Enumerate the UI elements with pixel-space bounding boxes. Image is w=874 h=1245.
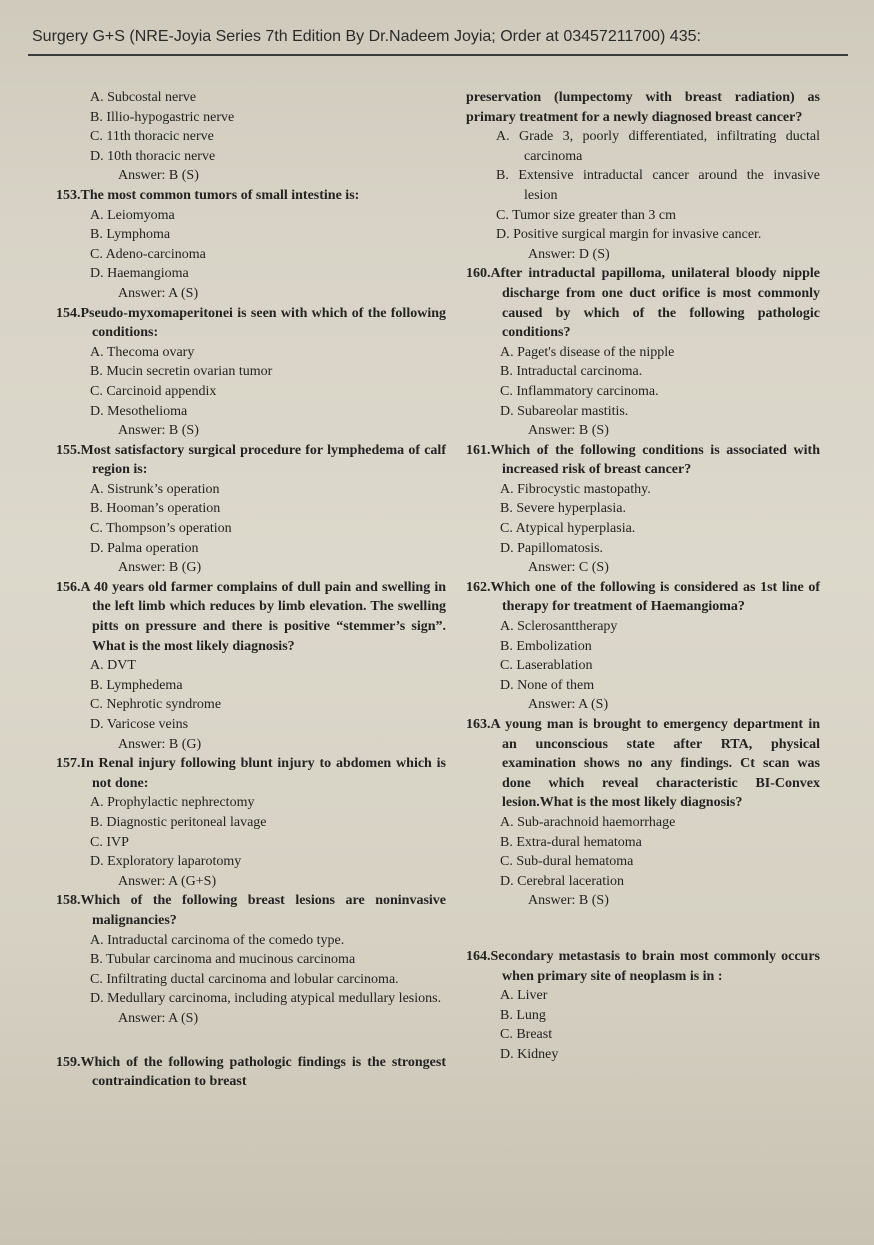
option: A. Leiomyoma — [90, 207, 175, 223]
option: D. Papillomatosis. — [500, 540, 604, 556]
question-text: 162.Which one of the following is considered as 1st line of therapy for treatment of Haemangioma? — [466, 579, 820, 615]
option: D. Subareolar mastitis. — [500, 403, 629, 419]
option: A. Prophylactic nephrectomy — [90, 795, 255, 811]
answer: Answer: B (S) — [118, 423, 199, 439]
option: C. 11th thoracic nerve — [90, 129, 214, 145]
question-159 — [56, 1053, 446, 1092]
answer: Answer: A (S) — [528, 697, 609, 713]
option: A. Thecoma ovary — [90, 344, 195, 360]
question-text: preservation (lumpectomy with breast radiation) as primary treatment for a newly diagnosed breast cancer? — [466, 90, 820, 125]
left-column — [56, 88, 446, 1092]
question-153 — [56, 186, 446, 304]
option: D. Cerebral laceration — [500, 873, 624, 889]
option: A. Fibrocystic mastopathy. — [500, 481, 651, 497]
option: C. Thompson’s operation — [90, 521, 232, 537]
answer: Answer: B (S) — [118, 168, 199, 184]
option: A. DVT — [90, 658, 136, 674]
question-text: 156.A 40 years old farmer complains of dull pain and swelling in the left limb which reduces by limb elevation. The swelling pitts on pressure and there is positive “stemmer’s sign”. What is the most likely diagnosis? — [56, 579, 446, 654]
question-text: 154.Pseudo-myxomaperitonei is seen with which of the following conditions: — [56, 305, 446, 341]
answer: Answer: B (S) — [528, 423, 609, 439]
question-text: 153.The most common tumors of small intestine is: — [56, 187, 360, 203]
option: A. Liver — [500, 988, 548, 1004]
question-159-cont — [466, 88, 820, 264]
option: B. Illio-hypogastric nerve — [90, 109, 235, 125]
question-162 — [466, 578, 820, 715]
option: C. IVP — [90, 834, 129, 850]
question-164 — [466, 947, 820, 1065]
option: D. Palma operation — [90, 540, 199, 556]
question-text: 157.In Renal injury following blunt injury to abdomen which is not done: — [56, 756, 446, 791]
option: C. Nephrotic syndrome — [90, 697, 222, 713]
option: A. Sub-arachnoid haemorrhage — [500, 814, 676, 830]
header-rule — [28, 54, 848, 56]
option: D. Varicose veins — [90, 717, 189, 732]
option: A. Sistrunk’s operation — [90, 481, 220, 497]
question-text: 160.After intraductal papilloma, unilateral bloody nipple discharge from one duct orifice is most commonly caused by which of the following pathologic conditions? — [466, 266, 820, 341]
option: C. Inflammatory carcinoma. — [500, 383, 659, 399]
option: B. Severe hyperplasia. — [500, 501, 626, 517]
question-154 — [56, 304, 446, 441]
answer: Answer: A (S) — [118, 285, 199, 301]
option: B. Extra-dural hematoma — [500, 834, 642, 850]
option: C. Adeno-carcinoma — [90, 246, 206, 262]
option: A. Grade 3, poorly differentiated, infiltrating ductal carcinoma — [496, 129, 820, 164]
option: A. Sclerosanttherapy — [500, 619, 618, 635]
option: D. Positive surgical margin for invasive cancer. — [496, 227, 762, 243]
answer: Answer: A (G+S) — [118, 873, 217, 889]
option: B. Lymphedema — [90, 677, 183, 693]
question-text: 159.Which of the following pathologic findings is the strongest contraindication to breast — [56, 1054, 446, 1090]
option: C. Atypical hyperplasia. — [500, 521, 636, 537]
option: D. None of them — [500, 677, 595, 693]
question-text: 161.Which of the following conditions is associated with increased risk of breast cancer? — [466, 442, 820, 478]
option: B. Lymphoma — [90, 227, 171, 243]
option: B. Tubular carcinoma and mucinous carcinoma — [90, 952, 356, 968]
option: B. Intraductal carcinoma. — [500, 364, 643, 380]
option: C. Laserablation — [500, 658, 593, 674]
option: D. Medullary carcinoma, including atypical medullary lesions. — [90, 991, 442, 1007]
option: A. Intraductal carcinoma of the comedo type. — [90, 932, 345, 948]
option: C. Infiltrating ductal carcinoma and lobular carcinoma. — [90, 971, 399, 987]
question-text: 163.A young man is brought to emergency department in an unconscious state after RTA, physical examination shows no any findings. Ct scan was done which reveal characteristic BI-Convex lesion.What is the most likely diagnosis? — [466, 717, 820, 811]
option: B. Extensive intraductal cancer around the invasive lesion — [496, 168, 820, 203]
option: B. Embolization — [500, 638, 592, 654]
question-text: 155.Most satisfactory surgical procedure for lymphedema of calf region is: — [56, 442, 446, 478]
question-text: 158.Which of the following breast lesions are noninvasive malignancies? — [56, 893, 446, 928]
page-header: Surgery G+S (NRE-Joyia Series 7th Edition By Dr.Nadeem Joyia; Order at 03457211700) 435: — [32, 28, 701, 45]
question-156 — [56, 578, 446, 754]
right-column — [466, 88, 820, 1065]
option: B. Diagnostic peritoneal lavage — [90, 814, 267, 830]
option: C. Breast — [500, 1027, 553, 1043]
option: C. Tumor size greater than 3 cm — [496, 207, 677, 223]
question-161 — [466, 441, 820, 578]
option: B. Hooman’s operation — [90, 501, 221, 517]
option: C. Carcinoid appendix — [90, 383, 217, 399]
answer: Answer: C (S) — [528, 560, 609, 576]
option: B. Mucin secretin ovarian tumor — [90, 364, 273, 380]
option: D. Exploratory laparotomy — [90, 854, 242, 870]
answer: Answer: D (S) — [528, 246, 610, 262]
answer: Answer: B (S) — [528, 893, 609, 909]
question-160 — [466, 264, 820, 440]
question-157 — [56, 754, 446, 891]
question-155 — [56, 441, 446, 578]
question-152-tail — [56, 88, 446, 186]
option: D. 10th thoracic nerve — [90, 148, 216, 164]
option: D. Haemangioma — [90, 266, 189, 282]
option: B. Lung — [500, 1007, 546, 1023]
answer: Answer: A (S) — [118, 1010, 199, 1026]
option: A. Paget's disease of the nipple — [500, 344, 675, 360]
option: A. Subcostal nerve — [90, 90, 197, 105]
option: C. Sub-dural hematoma — [500, 854, 634, 870]
answer: Answer: B (G) — [118, 736, 202, 752]
question-158 — [56, 891, 446, 1028]
question-163 — [466, 715, 820, 911]
answer: Answer: B (G) — [118, 560, 202, 576]
question-text: 164.Secondary metastasis to brain most commonly occurs when primary site of neoplasm is in : — [466, 948, 820, 984]
option: D. Mesothelioma — [90, 403, 188, 419]
option: D. Kidney — [500, 1046, 559, 1062]
